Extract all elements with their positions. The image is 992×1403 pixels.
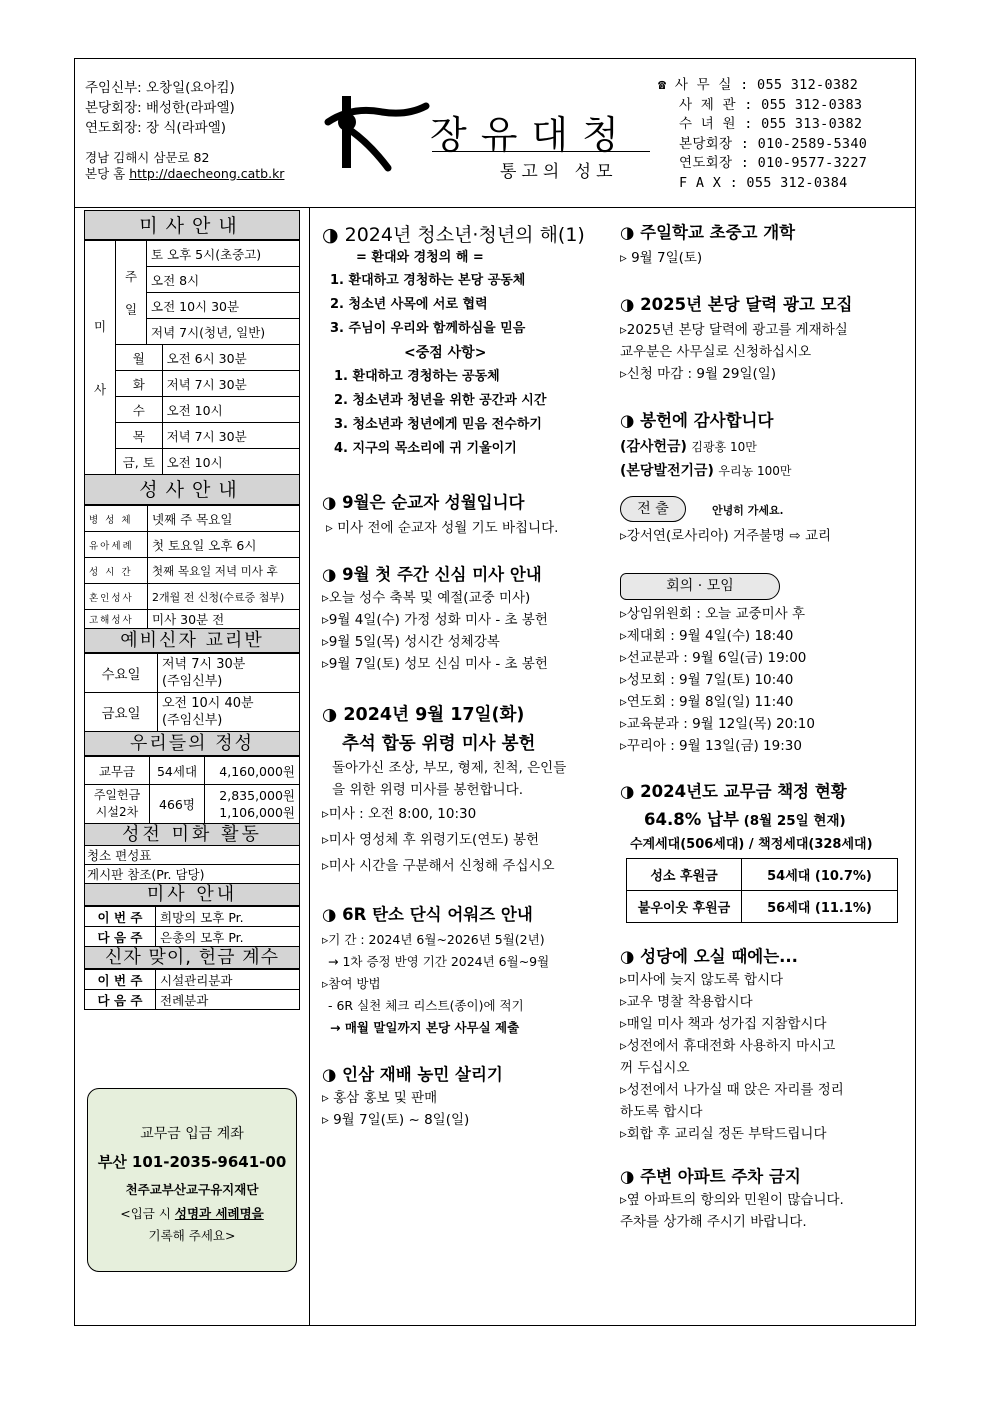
left-column — [84, 210, 300, 1010]
offering-table — [84, 756, 300, 824]
ginseng-line: ▹ 홍삼 홍보 및 판매 — [322, 1090, 438, 1106]
thanks-heading: ◑ 봉헌에 감사합니다 — [620, 411, 774, 430]
welcome-table — [84, 969, 300, 1010]
header-divider — [74, 207, 916, 208]
offering-amount: 4,160,000원 — [205, 757, 300, 785]
transfer-item: ▹강서연(로사리아) 거주불명 ⇨ 교리 — [620, 528, 832, 544]
etiquette-item: ▹성전에서 휴대전화 사용하지 마시고 — [620, 1038, 836, 1054]
martyrs-item: ▹ 미사 전에 순교자 성월 기도 바칩니다. — [326, 520, 559, 536]
focus-item: 4. 지구의 목소리에 귀 기울이기 — [334, 441, 517, 456]
offering-amount: 2,835,000원 1,106,000원 — [205, 785, 300, 824]
sunday-mass-3: 오전 10시 30분 — [147, 293, 300, 319]
calendar-ad-line: ▹2025년 본당 달력에 광고를 게재하실 — [620, 322, 848, 338]
offering-label: 교무금 — [85, 757, 150, 785]
mass-schedule-table — [84, 240, 300, 475]
bank-title: 교무금 입금 계좌 — [140, 1126, 244, 1142]
welcome-heading: 신자 맞이, 헌금 계수 — [84, 947, 300, 969]
chuseok-line: 을 위한 위령 미사를 봉헌합니다. — [332, 782, 523, 798]
weekday-mon-time: 오전 6시 30분 — [162, 345, 299, 371]
contact-president: 본당회장 : 010-2589-5340 — [679, 135, 868, 152]
weekday-wed: 수 — [116, 397, 163, 423]
sunday-school-item: ▹ 9월 7일(토) — [620, 250, 703, 266]
sacrament-label: 혼인성사 — [85, 584, 148, 610]
sacrament-value: 미사 30분 전 — [148, 610, 300, 629]
weekday-thu-time: 저녁 7시 30분 — [162, 423, 299, 449]
sunday-school-heading: ◑ 주일학교 초중고 개학 — [620, 223, 796, 242]
youth-year-item: 1. 환대하고 경청하는 본당 공동체 — [330, 273, 526, 288]
homepage-link[interactable]: http://daecheong.catb.kr — [129, 166, 285, 181]
bank-account: 부산 101-2035-9641-00 — [97, 1153, 287, 1171]
parking-item: ▹옆 아파트의 항의와 민원이 많습니다. — [620, 1192, 844, 1208]
duty-label: 다 음 주 — [85, 927, 156, 947]
duty-value: 은총의 모후 Pr. — [156, 927, 300, 947]
offering-count: 54세대 — [150, 757, 205, 785]
thanks-line: (감사헌금) 김광홍 10만 — [620, 439, 757, 455]
support-table — [626, 858, 898, 923]
ginseng-line: ▹ 9월 7일(토) ~ 8일(일) — [322, 1112, 470, 1128]
meeting-item: ▹교육분과 : 9월 12일(목) 20:10 — [620, 716, 815, 732]
newsletter-subtitle: 통고의 성모 — [500, 162, 618, 182]
weekday-fri-sat: 금, 토 — [116, 449, 163, 475]
mass-duty-table — [84, 906, 300, 947]
carbon-line: ▹기 간 : 2024년 6월~2026년 5월(2년) — [322, 932, 545, 947]
catechumen-table — [84, 653, 300, 732]
beautify-heading: 성전 미화 활동 — [84, 824, 300, 846]
weekday-tue-time: 저녁 7시 30분 — [162, 371, 299, 397]
tithe-households: 수계세대(506세대) / 책정세대(328세대) — [630, 837, 873, 852]
contact-fax: F A X : 055 312-0384 — [679, 174, 848, 191]
catechumen-time: 저녁 7시 30분 (주임신부) — [158, 654, 300, 693]
weekday-wed-time: 오전 10시 — [162, 397, 299, 423]
ginseng-heading: ◑ 인삼 재배 농민 살리기 — [322, 1065, 503, 1084]
martyrs-heading: ◑ 9월은 순교자 성월입니다 — [322, 493, 525, 512]
carbon-heading: ◑ 6R 탄소 단식 어워즈 안내 — [322, 905, 533, 924]
sacrament-value: 첫 토요일 오후 6시 — [148, 532, 300, 558]
duty-value: 희망의 모후 Pr. — [156, 907, 300, 927]
cross-logo-icon — [322, 94, 432, 174]
mass-side-label: 미 사 — [85, 241, 116, 475]
beautify-row: 청소 편성표 — [84, 846, 300, 865]
mass-guide-heading: 미사안내 — [84, 210, 300, 240]
meeting-list — [620, 603, 908, 757]
right-column — [620, 219, 908, 483]
duty-label: 이 번 주 — [85, 907, 156, 927]
etiquette-item: ▹미사에 늦지 않도록 합시다 — [620, 972, 784, 988]
farewell-text: 안녕히 가세요. — [712, 504, 784, 517]
carbon-line: → 1차 증정 반영 기간 2024년 6월~9월 — [328, 954, 550, 969]
calendar-ad-line: ▹신청 마감 : 9월 29일(일) — [620, 366, 777, 382]
carbon-line: - 6R 실천 체크 리스트(종이)에 적기 — [328, 998, 524, 1013]
calendar-ad-line: 교우분은 사무실로 신청하십시오 — [620, 344, 812, 360]
parking-heading: ◑ 주변 아파트 주차 금지 — [620, 1167, 801, 1186]
weekday-fri-sat-time: 오전 10시 — [162, 449, 299, 475]
newsletter-title: 장유대청 — [430, 113, 633, 157]
header-staff — [85, 78, 284, 182]
etiquette-item: ▹교우 명찰 착용합시다 — [620, 994, 753, 1010]
youth-year-item: 3. 주님이 우리와 함께하심을 믿음 — [330, 321, 526, 336]
bank-account-box — [87, 1088, 297, 1272]
support-value: 54세대 (10.7%) — [742, 859, 898, 891]
focus-heading: <중점 사항> — [404, 345, 487, 361]
sunday-mass-4: 저녁 7시(청년, 일반) — [147, 319, 300, 345]
chuseok-heading: ◑ 2024년 9월 17일(화) — [322, 705, 525, 725]
mass-duty-heading: 미사 안내 — [84, 884, 300, 906]
weekday-tue: 화 — [116, 371, 163, 397]
beautify-row: 게시판 참조(Pr. 담당) — [84, 865, 300, 884]
chuseok-line: 돌아가신 조상, 부모, 형제, 친척, 은인들 — [332, 760, 567, 776]
middle-column — [322, 220, 612, 1131]
parking-item: 주차를 상가해 주시기 바랍니다. — [620, 1214, 807, 1230]
youth-year-heading: ◑ 2024년 청소년·청년의 해(1) — [322, 224, 585, 246]
sacrament-label: 성 시 간 — [85, 558, 148, 584]
church-etiquette — [620, 943, 908, 1233]
sacrament-value: 2개월 전 신청(수료증 첨부) — [148, 584, 300, 610]
bank-note: <입금 시 성명과 세례명을 — [120, 1206, 264, 1221]
carbon-submit: → 매월 말일까지 본당 사무실 제출 — [330, 1020, 520, 1035]
catechumen-heading: 예비신자 교리반 — [84, 629, 300, 653]
address: 경남 김해시 삼문로 82 — [85, 150, 210, 165]
tithe-rate: 64.8% 납부 (8월 25일 현재) — [644, 810, 846, 829]
support-label: 성소 후원금 — [627, 859, 742, 891]
calendar-ad-heading: ◑ 2025년 본당 달력 광고 모집 — [620, 295, 853, 314]
sunday-mass-1: 토 오후 5시(초중고) — [147, 241, 300, 267]
sunday-mass-2: 오전 8시 — [147, 267, 300, 293]
priest-line: 주임신부: 오창일(요아킴) — [85, 80, 235, 96]
focus-item: 1. 환대하고 경청하는 공동체 — [334, 369, 500, 384]
meeting-item: ▹꾸리아 : 9월 13일(금) 19:30 — [620, 738, 802, 754]
etiquette-heading: ◑ 성당에 오실 때에는... — [620, 947, 798, 966]
welcome-value: 시설관리분과 — [156, 970, 300, 990]
chuseok-line: ▹미사 : 오전 8:00, 10:30 — [322, 806, 477, 822]
etiquette-item: 하도록 합시다 — [620, 1104, 703, 1120]
meeting-item: ▹상임위원회 : 오늘 교중미사 후 — [620, 606, 805, 622]
carbon-line: ▹참여 방법 — [322, 976, 381, 991]
etiquette-item: 꺼 두십시오 — [620, 1060, 690, 1076]
meeting-item: ▹성모회 : 9월 7일(토) 10:40 — [620, 672, 794, 688]
etiquette-item: ▹회합 후 교리실 정돈 부탁드립니다 — [620, 1126, 827, 1142]
contact-yeondo: 연도회장 : 010-9577-3227 — [679, 155, 868, 172]
catechumen-day: 수요일 — [85, 654, 158, 693]
welcome-label: 다 음 주 — [85, 990, 156, 1010]
transfer-badge: 전 출 — [620, 496, 686, 522]
bank-holder: 천주교부산교구유지재단 — [125, 1182, 259, 1197]
focus-item: 2. 청소년과 청년을 위한 공간과 시간 — [334, 393, 547, 408]
youth-year-sub: = 환대와 경청의 해 = — [356, 250, 484, 265]
devotion-item: ▹9월 5일(목) 성시간 성체강복 — [322, 634, 500, 650]
meeting-item: ▹연도회 : 9월 8일(일) 11:40 — [620, 694, 794, 710]
support-label: 불우이웃 후원금 — [627, 891, 742, 923]
sacrament-label: 유아세례 — [85, 532, 148, 558]
homepage-line: 본당 홈 http://daecheong.catb.kr — [85, 166, 285, 181]
contact-rectory: 사 제 관 : 055 312-0383 — [679, 96, 863, 113]
weekday-thu: 목 — [116, 423, 163, 449]
offering-count: 466명 — [150, 785, 205, 824]
youth-year-item: 2. 청소년 사목에 서로 협력 — [330, 297, 488, 312]
offering-heading: 우리들의 정성 — [84, 732, 300, 756]
chuseok-line: ▹미사 영성체 후 위령기도(연도) 봉헌 — [322, 832, 540, 848]
parish-president-line: 본당회장: 배성한(라파엘) — [85, 100, 235, 116]
meeting-item: ▹선교분과 : 9월 6일(금) 19:00 — [620, 650, 807, 666]
etiquette-item: ▹성전에서 나가실 때 앉은 자리를 정리 — [620, 1082, 844, 1098]
sacrament-value: 첫째 목요일 저녁 미사 후 — [148, 558, 300, 584]
welcome-value: 전례분과 — [156, 990, 300, 1010]
focus-item: 3. 청소년과 청년에게 믿음 전수하기 — [334, 417, 542, 432]
offering-label: 주일헌금 시설2차 — [85, 785, 150, 824]
sacrament-label: 병 성 체 — [85, 506, 148, 532]
sacrament-heading: 성사안내 — [84, 475, 300, 505]
devotion-item: ▹9월 7일(토) 성모 신심 미사 - 초 봉헌 — [322, 656, 548, 672]
chuseok-line: ▹미사 시간을 구분해서 신청해 주십시오 — [322, 858, 555, 874]
yeondo-president-line: 연도회장: 장 식(라파엘) — [85, 120, 227, 136]
catechumen-day: 금요일 — [85, 693, 158, 732]
column-divider — [309, 208, 310, 1325]
thanks-line: (본당발전기금) 우리농 100만 — [620, 463, 792, 479]
devotion-item: ▹9월 4일(수) 가정 성화 미사 - 초 봉헌 — [322, 612, 548, 628]
support-value: 56세대 (11.1%) — [742, 891, 898, 923]
sunday-side-label: 주 일 — [116, 241, 147, 345]
header-contacts — [658, 76, 867, 194]
sacrament-label: 고해성사 — [85, 610, 148, 629]
contact-office: ☎ 사 무 실 : 055 312-0382 — [658, 77, 859, 93]
weekday-mon: 월 — [116, 345, 163, 371]
bank-note2: 기록해 주세요> — [148, 1228, 236, 1243]
title-underline — [432, 151, 650, 152]
sacrament-value: 넷째 주 목요일 — [148, 506, 300, 532]
sacrament-table — [84, 505, 300, 629]
devotion-item: ▹오늘 성수 축복 및 예절(교중 미사) — [322, 590, 531, 606]
meeting-item: ▹제대회 : 9월 4일(수) 18:40 — [620, 628, 794, 644]
welcome-label: 이 번 주 — [85, 970, 156, 990]
tithe-status — [620, 778, 908, 923]
meeting-badge: 회의 · 모임 — [620, 573, 780, 600]
tithe-heading: ◑ 2024년도 교무금 책정 현황 — [620, 782, 847, 801]
contact-convent: 수 녀 원 : 055 313-0382 — [679, 116, 863, 133]
etiquette-item: ▹매일 미사 책과 성가집 지참합시다 — [620, 1016, 827, 1032]
chuseok-heading-2: 추석 합동 위령 미사 봉헌 — [342, 734, 536, 754]
catechumen-time: 오전 10시 40분 (주임신부) — [158, 693, 300, 732]
devotion-heading: ◑ 9월 첫 주간 신심 미사 안내 — [322, 565, 542, 584]
